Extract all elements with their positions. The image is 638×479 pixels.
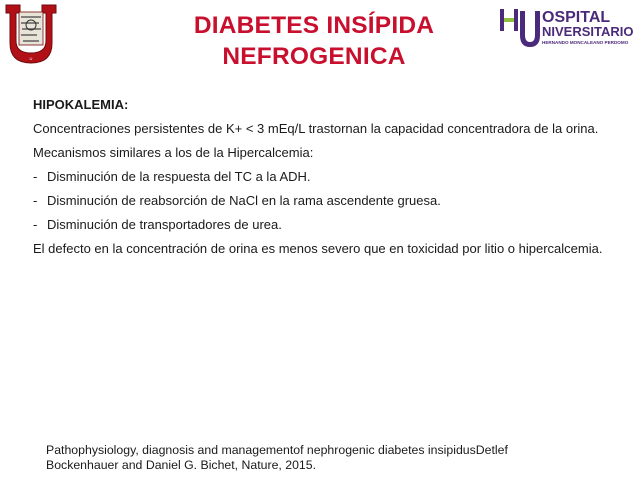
paragraph-potassium: Concentraciones persistentes de K+ < 3 mEq/L trastornan la capacidad concentradora de la orina.	[33, 121, 599, 136]
section-heading: HIPOKALEMIA:	[33, 97, 129, 112]
bullet-text: Disminución de la respuesta del TC a la ADH.	[47, 169, 311, 184]
logo-right-word1: OSPITAL	[542, 9, 611, 26]
logo-left-letter: U	[29, 56, 33, 61]
logo-right-word2: NIVERSITARIO	[542, 24, 634, 39]
reference-line-1: Pathophysiology, diagnosis and managementof nephrogenic diabetes insipidusDetlef	[46, 443, 508, 457]
bullet-text: Disminución de reabsorción de NaCl en la rama ascendente gruesa.	[47, 193, 441, 208]
paragraph-conclusion: El defecto en la concentración de orina es menos severo que en toxicidad por litio o hipercalcemia.	[33, 241, 603, 256]
reference-line-2: Bockenhauer and Daniel G. Bichet, Nature, 2015.	[46, 458, 317, 472]
hospital-logo	[498, 5, 634, 49]
slide-body	[33, 97, 607, 265]
bullet-marker: -	[33, 217, 38, 232]
title-line-1: DIABETES INSÍPIDA	[193, 12, 435, 39]
slide-title	[140, 10, 488, 72]
title-line-2: NEFROGENICA	[222, 43, 406, 70]
bullet-item	[33, 217, 607, 233]
university-shield-logo	[4, 3, 58, 65]
logo-right-subtitle: HERNANDO MONCALEANO PERDOMO	[542, 40, 629, 45]
bullet-text: Disminución de transportadores de urea.	[47, 217, 282, 232]
reference-citation	[46, 443, 566, 473]
bullet-marker: -	[33, 193, 38, 208]
bullet-marker: -	[33, 169, 38, 184]
paragraph-mechanisms: Mecanismos similares a los de la Hipercalcemia:	[33, 145, 314, 160]
bullet-item	[33, 193, 607, 209]
bullet-item	[33, 169, 607, 185]
